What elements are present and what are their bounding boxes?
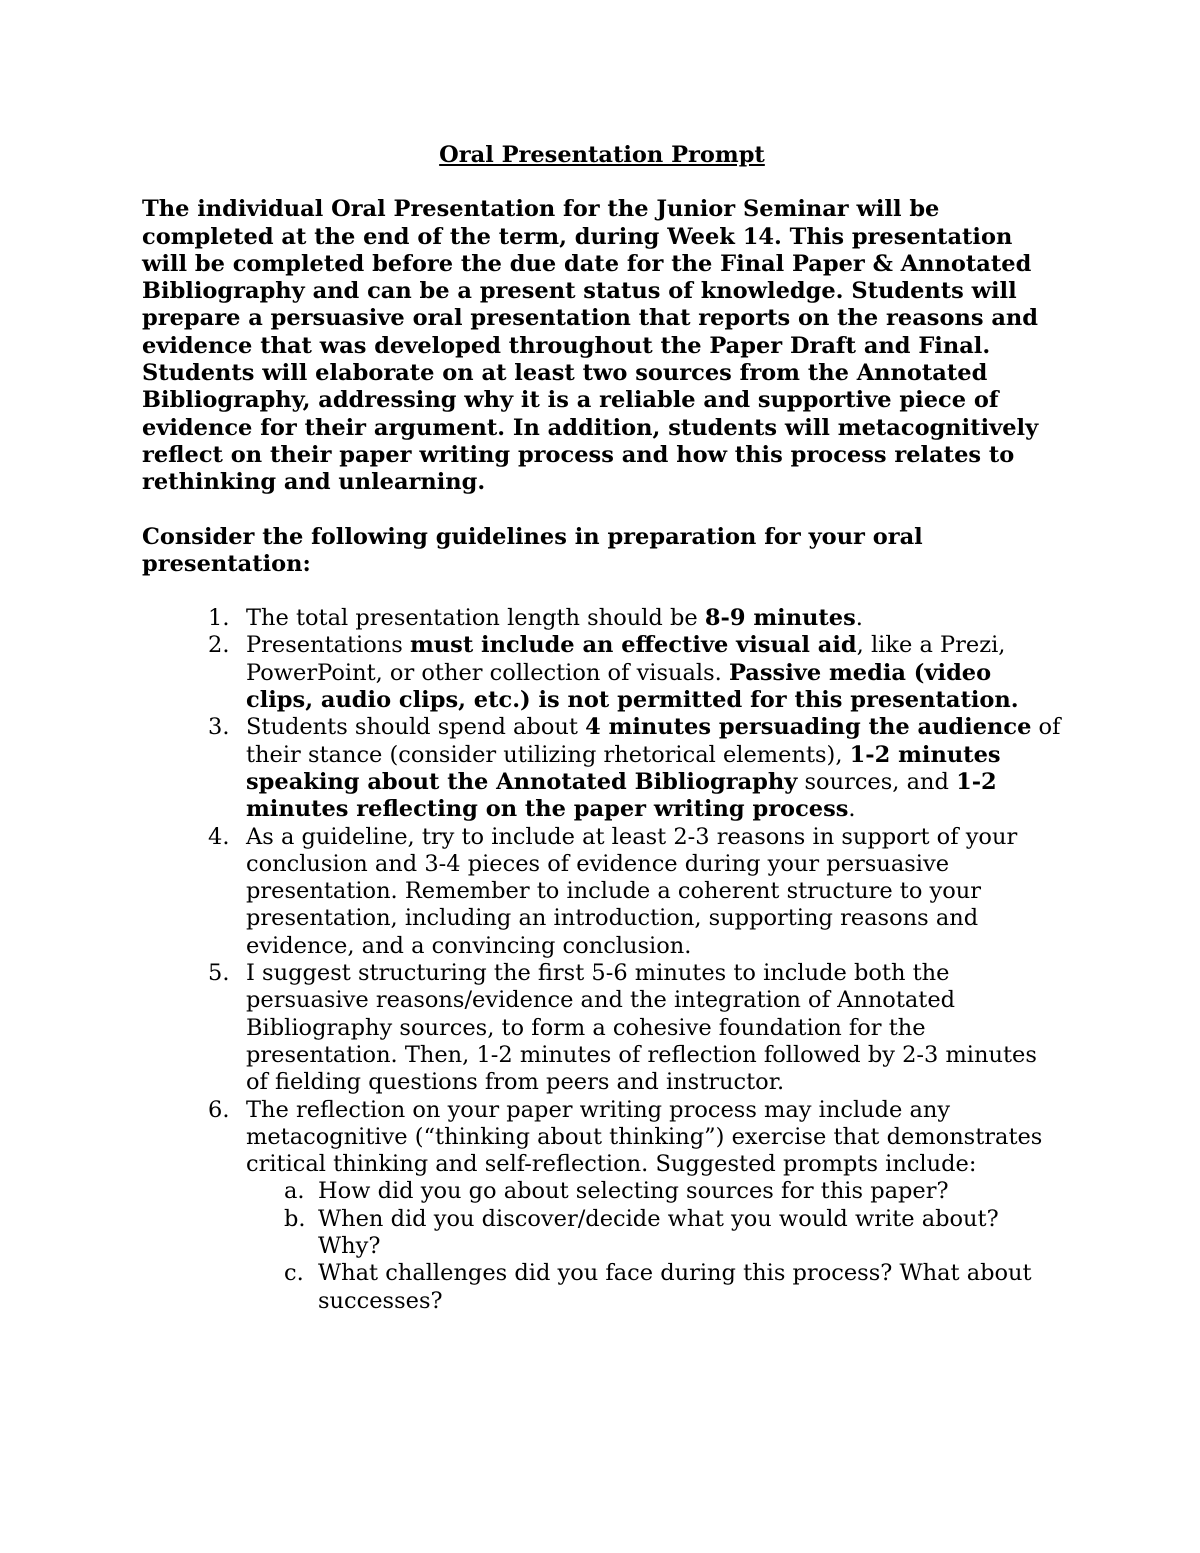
- emphasis-text: 4 minutes persuading the audience: [585, 714, 1032, 741]
- guideline-item: [142, 632, 1062, 714]
- item-text: sources, and: [797, 768, 957, 795]
- guidelines-list: [142, 605, 1062, 1315]
- prompt-subitem: [246, 1206, 1062, 1261]
- emphasis-text: must include an effective visual aid: [410, 632, 857, 659]
- item-text: I suggest structuring the first 5-6 minutes to include both the persuasive reasons/evidence and the integration of Annotated Bibliography sources, to form a cohesive foundation for the presentation. Then, 1-2 minutes of reflection followed by 2-3 minutes of fielding questions from peers and instructor.: [246, 960, 1037, 1096]
- guideline-item: [142, 960, 1062, 1096]
- prompt-subitem: [246, 1260, 1062, 1315]
- emphasis-text: Passive media (video clips, audio clips, etc.) is not permitted for this presentation.: [246, 659, 1019, 714]
- emphasis-text: 1-2 minutes reflecting on the paper writing process: [246, 768, 997, 823]
- subitem-text: What challenges did you face during this process? What about successes?: [318, 1260, 1032, 1314]
- list-letter: c.: [284, 1260, 304, 1287]
- document-content: [142, 142, 1062, 1315]
- subitem-text: When did you discover/decide what you would write about? Why?: [318, 1205, 999, 1259]
- item-text: .: [848, 796, 856, 823]
- guideline-item: [142, 824, 1062, 960]
- list-number: 3.: [208, 714, 230, 741]
- document-title: Oral Presentation Prompt: [439, 142, 765, 168]
- list-number: 5.: [208, 960, 230, 987]
- item-text: The total presentation length should be: [246, 605, 705, 632]
- list-letter: a.: [284, 1178, 305, 1205]
- item-text: Students should spend about: [246, 714, 586, 741]
- prompt-subitem: [246, 1178, 1062, 1205]
- subitem-text: How did you go about selecting sources for this paper?: [318, 1178, 949, 1205]
- guidelines-heading: Consider the following guidelines in preparation for your oral presentation:: [142, 523, 923, 577]
- item-text: .: [855, 605, 863, 632]
- list-number: 1.: [208, 605, 230, 632]
- item-text: Presentations: [246, 632, 410, 659]
- guideline-item: [142, 605, 1062, 632]
- list-number: 2.: [208, 632, 230, 659]
- list-letter: b.: [284, 1205, 306, 1232]
- intro-paragraph: The individual Oral Presentation for the Junior Seminar will be completed at the end of the term, during Week 14. This presentation will be completed before the due date for the Final Paper & Annotated Bibliography and can be a present status of knowledge. Students will prepare a persuasive oral presentation that reports on the reasons and evidence that was developed throughout the Paper Draft and Final. Students will elaborate on at least two sources from the Annotated Bibliography, addressing why it is a reliable and supportive piece of evidence for their argument. In addition, students will metacognitively reflect on their paper writing process and how this process relates to rethinking and unlearning.: [142, 196, 1039, 496]
- guideline-item: [142, 1097, 1062, 1315]
- guideline-item: [142, 714, 1062, 823]
- item-text: As a guideline, try to include at least 2-3 reasons in support of your conclusion and 3-4 pieces of evidence during your persuasive presentation. Remember to include a coherent structure to your presentation, including an introduction, supporting reasons and evidence, and a convincing conclusion.: [246, 823, 1018, 959]
- item-text: The reflection on your paper writing process may include any metacognitive (“thinking about thinking”) exercise that demonstrates critical thinking and self-reflection. Suggested prompts include:: [246, 1096, 1043, 1178]
- item-text: , like a Prezi, PowerPoint, or other collection of visuals.: [246, 632, 1006, 686]
- emphasis-text: 8-9 minutes: [704, 605, 856, 632]
- list-number: 4.: [208, 823, 230, 850]
- item-text: of their stance (consider utilizing rhetorical elements),: [246, 714, 1061, 768]
- list-number: 6.: [208, 1096, 230, 1123]
- emphasis-text: 1-2 minutes speaking about the Annotated Bibliography: [246, 741, 1001, 795]
- prompt-sublist: [246, 1178, 1062, 1314]
